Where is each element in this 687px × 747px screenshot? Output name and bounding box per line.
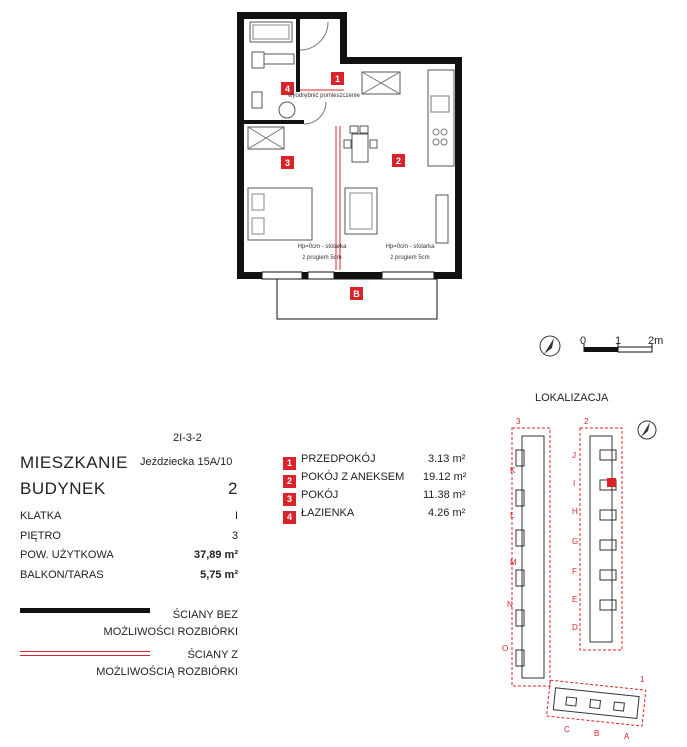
room-row xyxy=(283,507,466,525)
room-number: 2 xyxy=(283,475,296,488)
legend-red-text2: MOŻLIWOŚCIĄ ROZBIÓRKI xyxy=(96,666,238,678)
plan-label-1: 1 xyxy=(334,74,341,84)
room-number: 3 xyxy=(283,493,296,506)
stair-label: J xyxy=(572,451,576,460)
room-area: 4.26 m² xyxy=(428,507,466,519)
threshold-2b: z progiem 5cm xyxy=(390,255,430,261)
room-area: 19.12 m² xyxy=(423,471,467,483)
legend-red-text1: ŚCIANY Z xyxy=(187,649,238,661)
stair-label: D xyxy=(572,623,578,632)
legend-solid-text2: MOŻLIWOŚCI ROZBIÓRKI xyxy=(103,626,238,638)
room-row xyxy=(283,471,467,489)
location-building-1: 1 xyxy=(640,675,645,684)
legend-solid-text1: ŚCIANY BEZ xyxy=(172,609,238,621)
stair-label: M xyxy=(510,558,517,567)
area-label: POW. UŻYTKOWA xyxy=(20,549,114,561)
stair-label: H xyxy=(572,507,578,516)
room-number: 1 xyxy=(283,457,296,470)
location-building-3: 3 xyxy=(516,417,521,426)
stair-label: F xyxy=(572,567,577,576)
location-building-2: 2 xyxy=(584,417,589,426)
stairwell-value: I xyxy=(234,510,238,522)
stair-label: B xyxy=(594,729,600,738)
location-map xyxy=(490,410,680,745)
floor-value: 3 xyxy=(231,530,238,542)
building-label: BUDYNEK xyxy=(20,479,106,498)
apartment-address: Jeździecka 15A/10 xyxy=(140,456,233,468)
stair-label: E xyxy=(572,595,578,604)
balcony-value: 5,75 m² xyxy=(200,569,238,581)
stair-label: G xyxy=(572,537,579,546)
room-name: POKÓJ Z ANEKSEM xyxy=(301,471,405,483)
apartment-label: MIESZKANIE xyxy=(20,453,128,472)
stair-label: L xyxy=(510,511,515,520)
plan-note-small: wyodrębnić pomieszczenie xyxy=(288,93,360,99)
area-value: 37,89 m² xyxy=(193,549,238,561)
plan-label-4: 4 xyxy=(284,84,291,94)
room-name: ŁAZIENKA xyxy=(301,507,355,519)
scale-tick-0: 0 xyxy=(580,335,587,347)
floor-label: PIĘTRO xyxy=(20,530,61,542)
scale-tick-1: 1 xyxy=(615,335,622,347)
threshold-2a: Hp=0cm - stolarka xyxy=(385,244,435,250)
room-row xyxy=(283,489,466,507)
threshold-1a: Hp=0cm - stolarka xyxy=(297,244,347,250)
plan-label-balcony: B xyxy=(353,289,360,299)
stair-label: N xyxy=(507,600,513,609)
selected-apartment-marker xyxy=(607,478,616,487)
plan-label-3: 3 xyxy=(284,158,291,168)
room-row xyxy=(283,453,466,471)
stair-label: O xyxy=(502,644,509,653)
building-value: 2 xyxy=(228,479,238,498)
stair-label: A xyxy=(624,732,630,741)
location-title: LOKALIZACJA xyxy=(535,392,609,404)
balcony-label: BALKON/TARAS xyxy=(20,569,104,581)
stair-label: K xyxy=(510,466,516,475)
threshold-1b: z progiem 5cm xyxy=(302,255,342,261)
plan-red-walls xyxy=(300,90,344,270)
stair-label: C xyxy=(564,725,570,734)
room-area: 11.38 m² xyxy=(423,489,466,501)
room-name: PRZEDPOKÓJ xyxy=(301,453,376,465)
north-arrow-icon xyxy=(544,338,554,354)
room-name: POKÓJ xyxy=(301,489,339,501)
stair-label: I xyxy=(573,479,576,488)
room-area: 3.13 m² xyxy=(428,453,466,465)
apartment-code: 2I-3-2 xyxy=(173,432,202,444)
floor-plan xyxy=(0,0,687,330)
plan-label-2: 2 xyxy=(395,156,402,166)
room-number: 4 xyxy=(283,511,296,524)
scale-tick-2: 2m xyxy=(648,335,664,347)
stairwell-label: KLATKA xyxy=(20,510,62,522)
compass-icon xyxy=(641,422,650,437)
